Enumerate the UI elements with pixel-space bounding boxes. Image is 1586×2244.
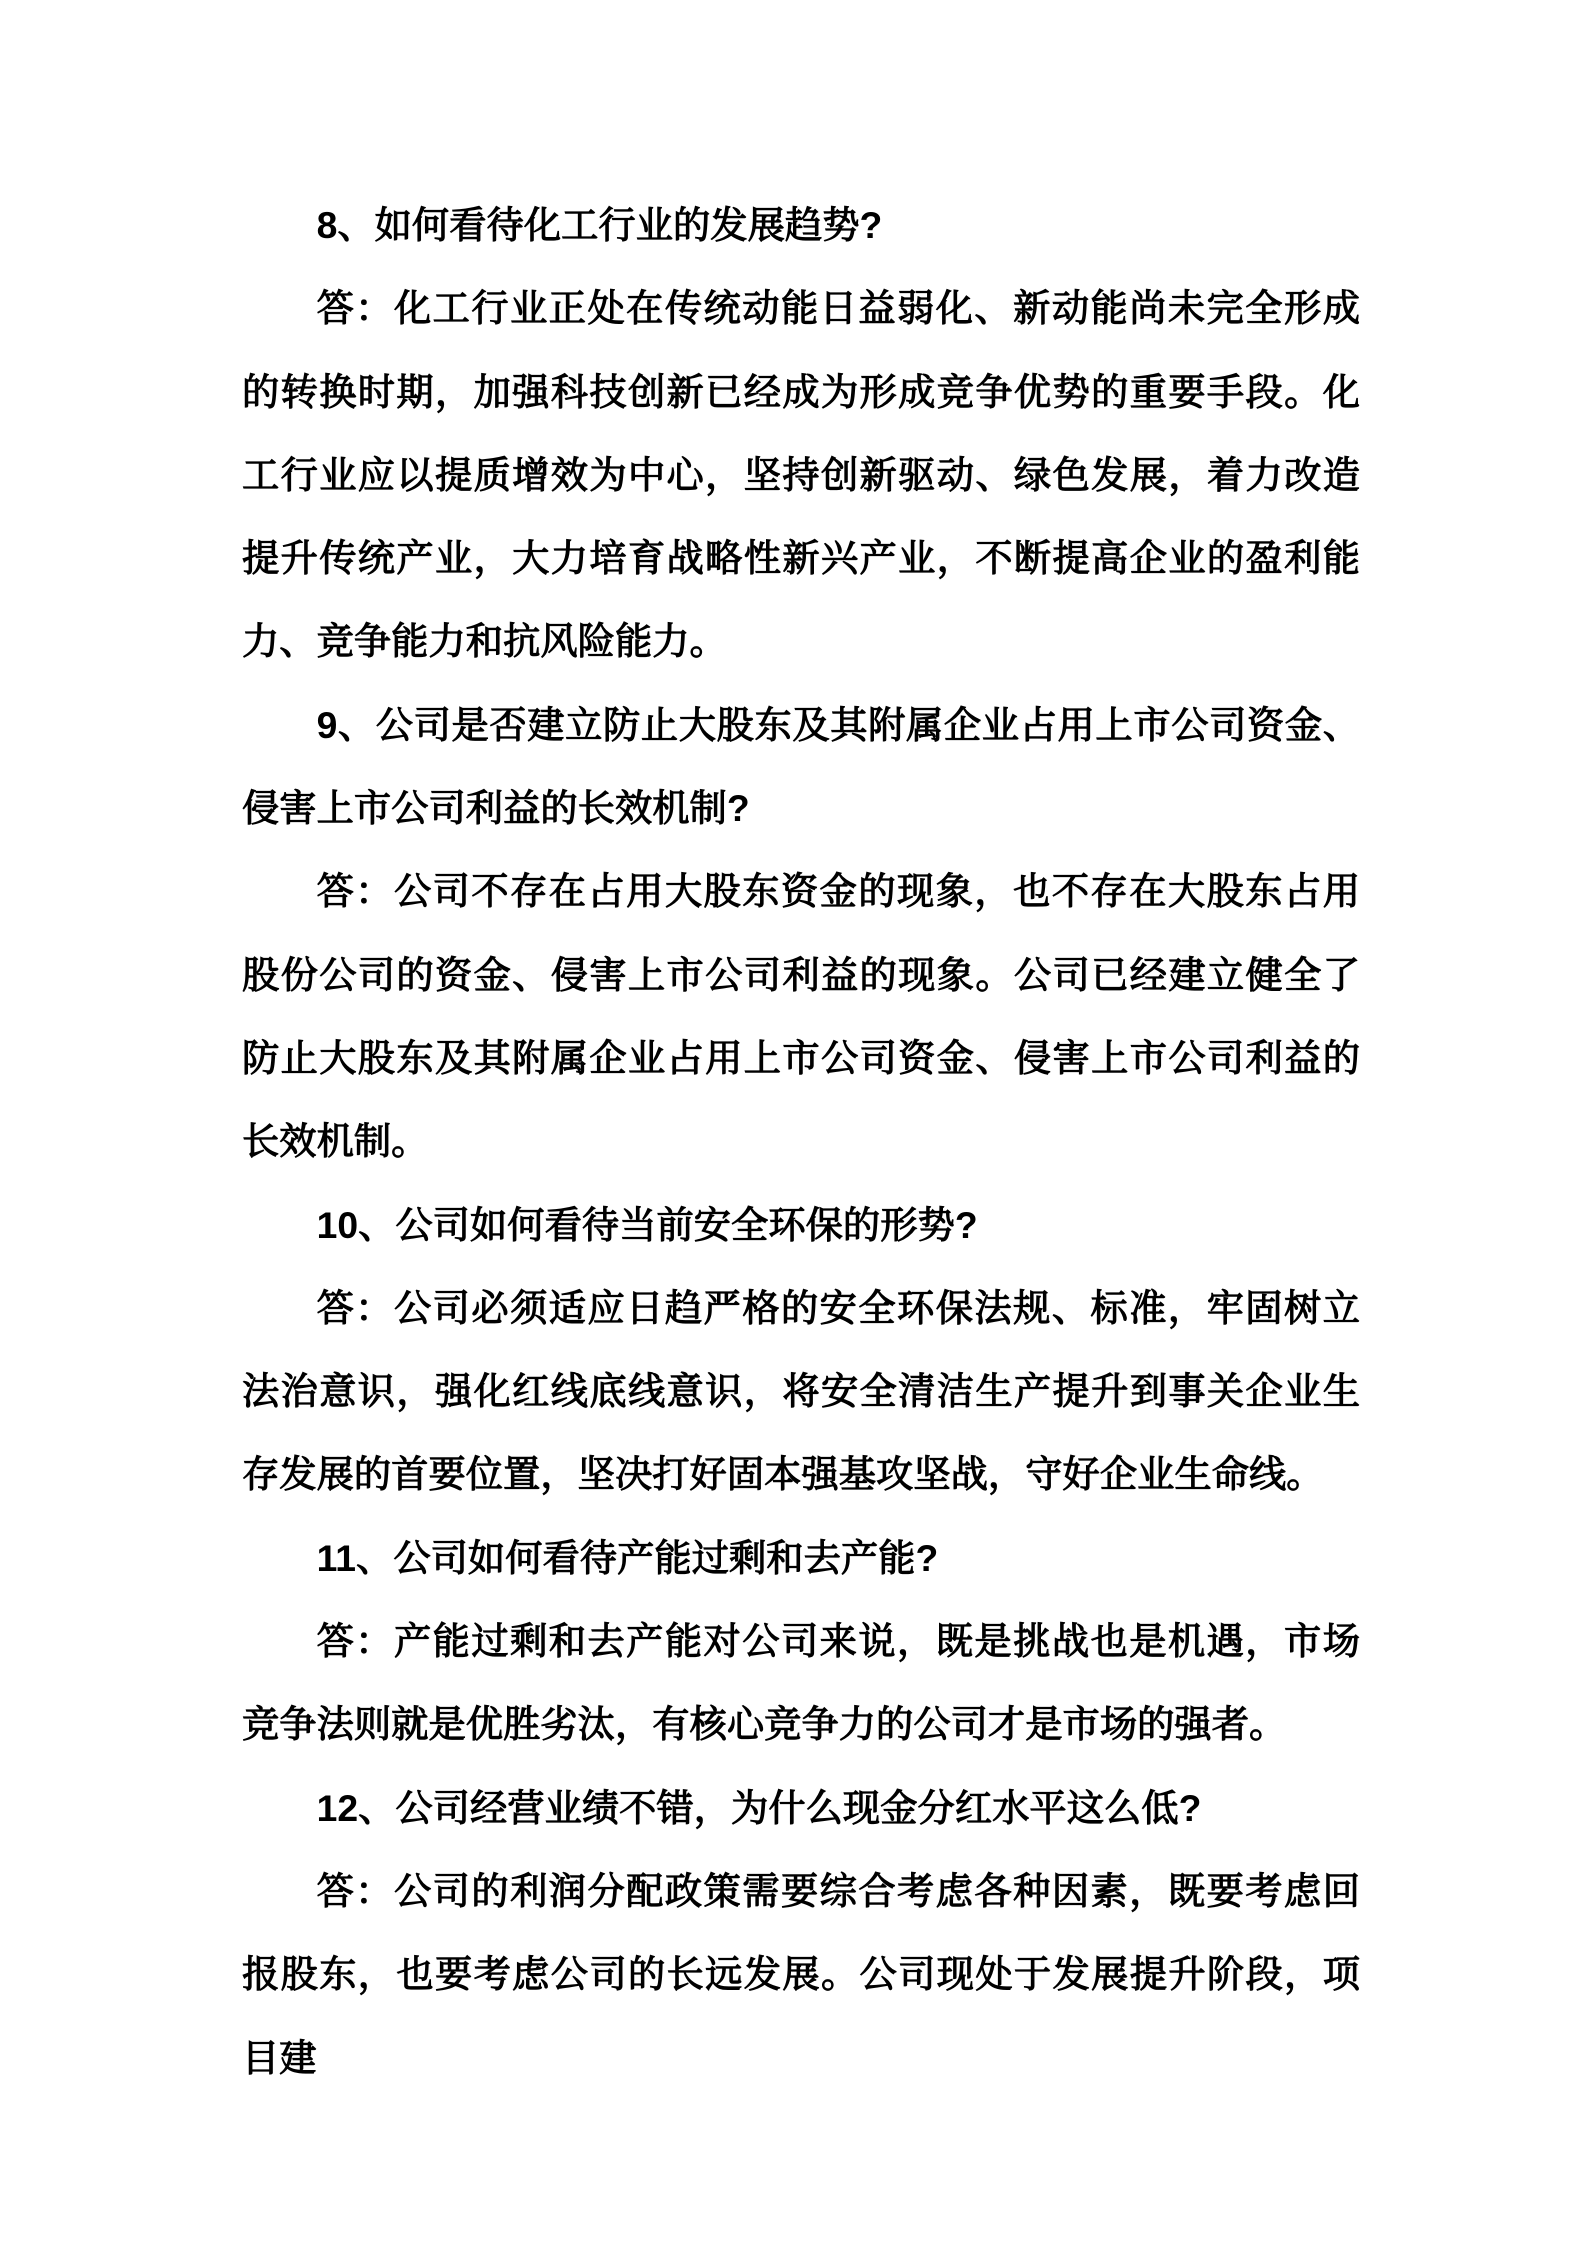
answer-10: 答：公司必须适应日趋严格的安全环保法规、标准，牢固树立法治意识，强化红线底线意识，将安全清洁生产提升到事关企业生存发展的首要位置，坚决打好固本强基攻坚战，守好企业生命线。 [242, 1286, 1360, 1496]
question-11: 11、公司如何看待产能过剩和去产能? [316, 1536, 939, 1579]
question-8: 8、如何看待化工行业的发展趋势? [316, 204, 883, 246]
answer-11: 答：产能过剩和去产能对公司来说，既是挑战也是机遇，市场竞争法则就是优胜劣汰，有核心竞争力的公司才是市场的强者。 [242, 1620, 1360, 1746]
question-12: 12、公司经营业绩不错，为什么现金分红水平这么低? [316, 1786, 1202, 1829]
question-10: 10、公司如何看待当前安全环保的形势? [316, 1203, 978, 1246]
answer-12: 答：公司的利润分配政策需要综合考虑各种因素，既要考虑回报股东，也要考虑公司的长远发展。公司现处于发展提升阶段，项目建 [242, 1869, 1360, 2079]
answer-9: 答：公司不存在占用大股东资金的现象，也不存在大股东占用股份公司的资金、侵害上市公司利益的现象。公司已经建立健全了防止大股东及其附属企业占用上市公司资金、侵害上市公司利益的长效机制。 [242, 870, 1360, 1163]
qa-document-body [242, 184, 1360, 2100]
answer-8: 答：化工行业正处在传统动能日益弱化、新动能尚未完全形成的转换时期，加强科技创新已经成为形成竞争优势的重要手段。化工行业应以提质增效为中心，坚持创新驱动、绿色发展，着力改造提升传统产业，大力培育战略性新兴产业，不断提高企业的盈利能力、竞争能力和抗风险能力。 [242, 287, 1360, 663]
question-9: 9、公司是否建立防止大股东及其附属企业占用上市公司资金、侵害上市公司利益的长效机制? [242, 703, 1360, 830]
